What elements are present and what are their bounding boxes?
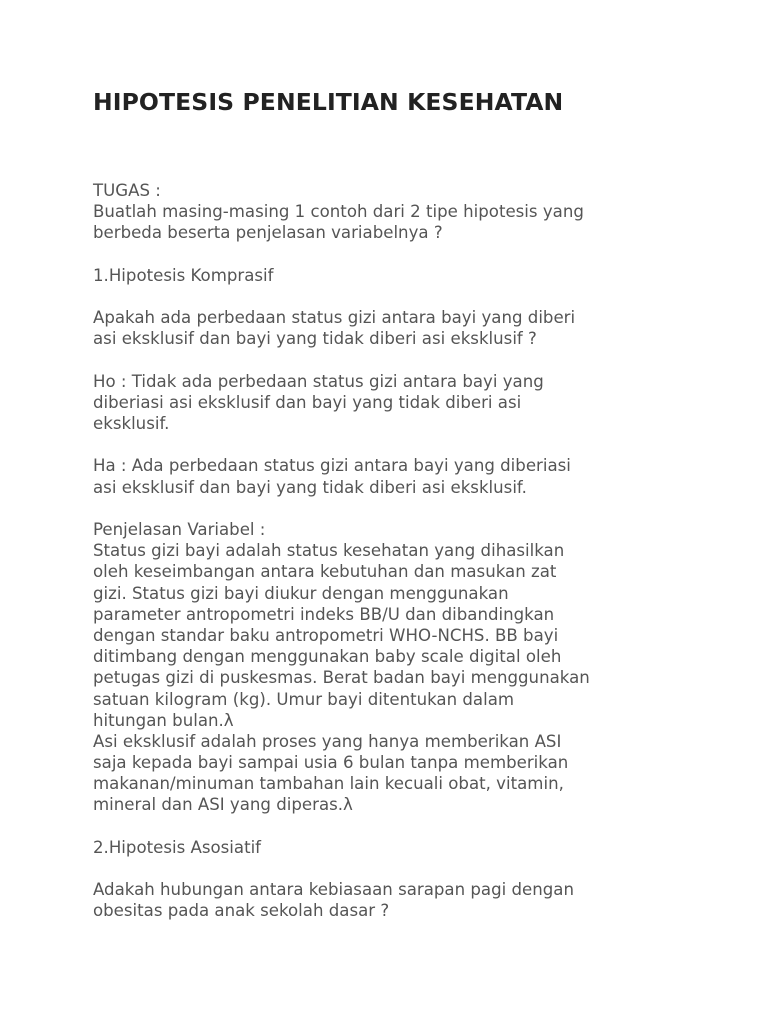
text-line: parameter antropometri indeks BB/U dan dibandingkan xyxy=(93,604,555,624)
text-line: diberiasi asi eksklusif dan bayi yang tidak diberi asi xyxy=(93,392,522,412)
document-body xyxy=(93,180,713,922)
text-line: eksklusif. xyxy=(93,414,170,434)
text-line: Adakah hubungan antara kebiasaan sarapan pagi dengan xyxy=(93,880,574,900)
text-line: petugas gizi di puskesmas. Berat badan bayi menggunakan xyxy=(93,668,590,688)
blank-line xyxy=(93,816,713,837)
blank-line xyxy=(93,244,713,265)
text-line: oleh keseimbangan antara kebutuhan dan masukan zat xyxy=(93,562,557,582)
text-line: hitungan bulan.λ xyxy=(93,710,234,730)
text-line: mineral dan ASI yang diperas.λ xyxy=(93,795,353,815)
text-line: obesitas pada anak sekolah dasar ? xyxy=(93,901,390,921)
blank-line xyxy=(93,350,713,371)
text-line: 1.Hipotesis Komprasif xyxy=(93,265,274,285)
blank-line xyxy=(93,498,713,519)
text-line: berbeda beserta penjelasan variabelnya ? xyxy=(93,223,443,243)
text-line: dengan standar baku antropometri WHO-NCHS. BB bayi xyxy=(93,625,559,645)
text-line: gizi. Status gizi bayi diukur dengan menggunakan xyxy=(93,583,509,603)
text-line: Ha : Ada perbedaan status gizi antara bayi yang diberiasi xyxy=(93,456,571,476)
text-line: Penjelasan Variabel : xyxy=(93,520,266,539)
text-line: satuan kilogram (kg). Umur bayi ditentukan dalam xyxy=(93,689,515,709)
text-line: 2.Hipotesis Asosiatif xyxy=(93,837,262,857)
text-line: saja kepada bayi sampai usia 6 bulan tanpa memberikan xyxy=(93,753,569,773)
text-line: Status gizi bayi adalah status kesehatan yang dihasilkan xyxy=(93,541,565,561)
document-title: HIPOTESIS PENELITIAN KESEHATAN xyxy=(93,88,564,116)
text-line: ditimbang dengan menggunakan baby scale digital oleh xyxy=(93,647,562,667)
text-line: Apakah ada perbedaan status gizi antara bayi yang diberi xyxy=(93,308,576,328)
blank-line xyxy=(93,858,713,879)
text-line: asi eksklusif dan bayi yang tidak diberi asi eksklusif ? xyxy=(93,329,537,349)
text-line: Asi eksklusif adalah proses yang hanya memberikan ASI xyxy=(93,731,562,751)
text-line: Ho : Tidak ada perbedaan status gizi antara bayi yang xyxy=(93,371,544,391)
text-line: TUGAS : xyxy=(93,181,161,200)
text-line: makanan/minuman tambahan lain kecuali obat, vitamin, xyxy=(93,774,564,794)
blank-line xyxy=(93,434,713,455)
text-line: asi eksklusif dan bayi yang tidak diberi asi eksklusif. xyxy=(93,477,527,497)
blank-line xyxy=(93,286,713,307)
text-line: Buatlah masing-masing 1 contoh dari 2 tipe hipotesis yang xyxy=(93,202,584,222)
